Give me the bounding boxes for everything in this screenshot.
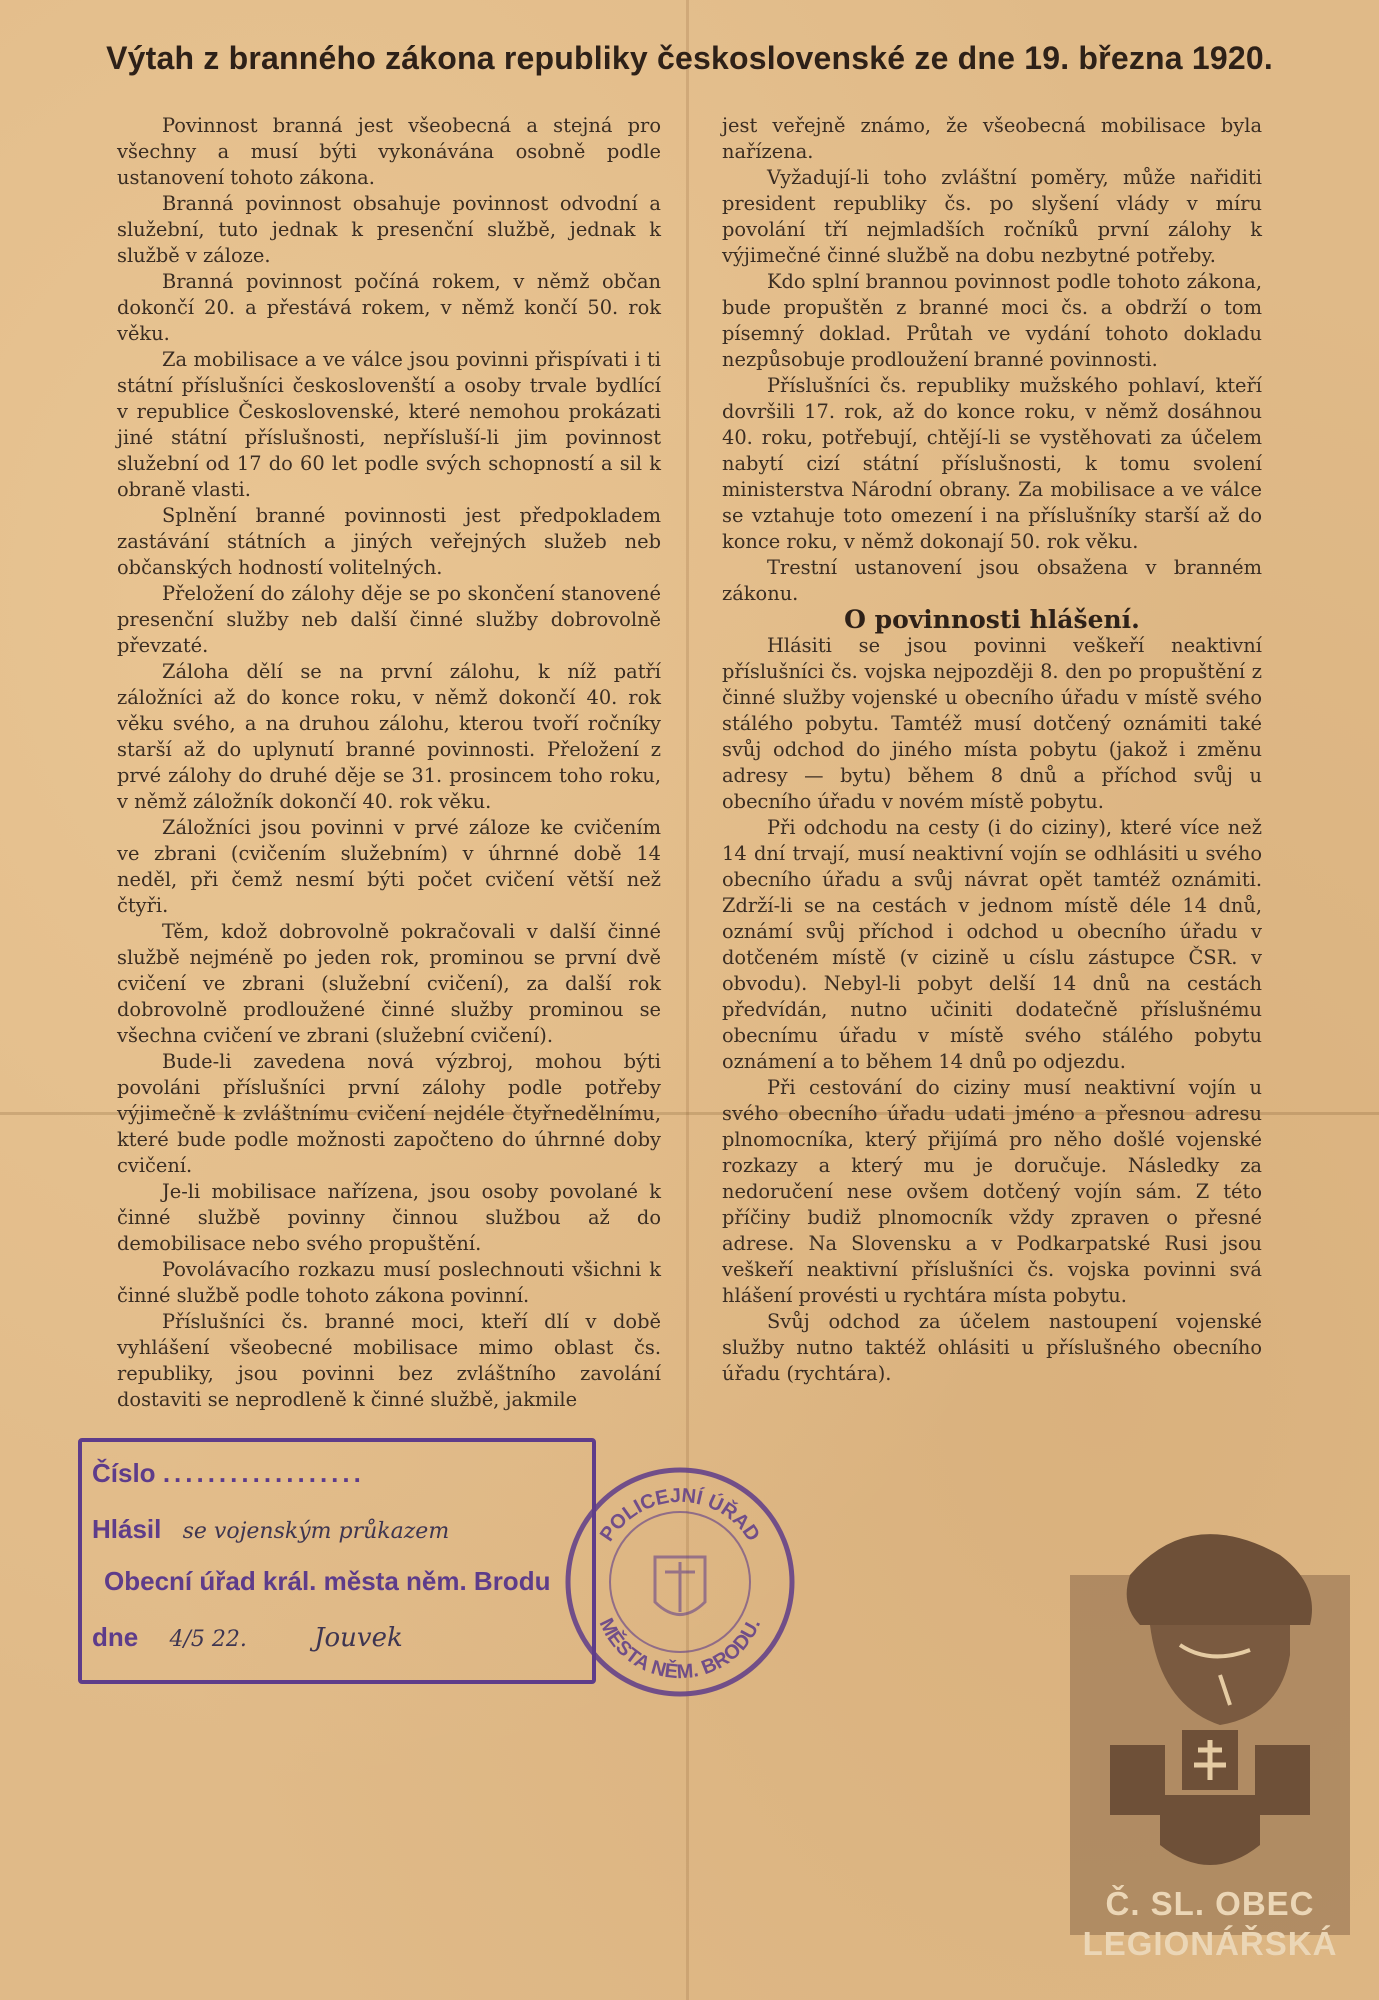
paragraph: Povolávacího rozkazu musí poslechnouti všichni k činné službě podle tohoto zákona povinní. [117,1258,661,1307]
paragraph: Při cestování do ciziny musí neaktivní vojín u svého obecního úřadu udati jméno a přesnou adresu plnomocníka, který přijímá pro něho došlé vojenské rozkazy a který mu je doručuje. Následky za nedoručení nese ovšem dotčený vojín sám. Z této příčiny budiž plnomocník vždy zpraven o přesné adrese. Na Slovensku a v Podkarpatské Rusi jsou veškeří neaktivní příslušníci čs. vojska povinni svá hlášení provésti u rychtára místa pobytu. [722,1076,1262,1307]
seal-text-bottom: MĚSTA NĚM. BRODU. [594,1614,766,1684]
stamp-office: Obecní úřad král. města něm. Brodu [104,1566,551,1596]
paragraph: Při odchodu na cesty (i do ciziny), které více než 14 dní trvají, musí neaktivní vojín se odhlásiti u svého obecního úřadu a svůj návrat opět tamtéž oznámiti. Zdrží-li se na cestách v jednom místě déle 14 dnů, oznámí svůj příchod i odchod u obecního úřadu v dotčeném místě (v cizině u císlu zástupce ČSR. v obvodu). Nebyl-li pobyt delší 14 dnů na cestách předvídán, nutno učiniti dodatečně příslušnému obecnímu úřadu v místě svého stálého pobytu oznámení a to během 14 dnů po odjezdu. [722,816,1262,1073]
paragraph: Kdo splní brannou povinnost podle tohoto zákona, bude propuštěn z branné moci čs. a obdrží o tom písemný doklad. Průtah ve vydání tohoto dokladu nezpůsobuje prodloužení branné povinnosti. [722,270,1262,371]
left-column [117,113,661,1413]
svg-text:POLICEJNÍ ÚŘAD [596,1485,764,1546]
logo-text-line2: LEGIONÁŘSKÁ [1082,1925,1338,1962]
paragraph: Záložníci jsou povinni v prvé záloze ke cvičením ve zbrani (cvičením služebním) v úhrnné době 14 neděl, při čemž nesmí býti počet cvičení větší než čtyři. [117,816,661,917]
paragraph: Branná povinnost obsahuje povinnost odvodní a služební, tuto jednak k presenční službě, jednak k službě v záloze. [117,192,661,267]
paragraph: Přeložení do zálohy děje se po skončení stanovené presenční služby neb další činné služby dobrovolně převzaté. [117,582,661,657]
paragraph: Příslušníci čs. branné moci, kteří dlí v době vyhlášení všeobecné mobilisace mimo oblast čs. republiky, jsou povinni bez zvláštního zavolání dostaviti se neprodleně k činné službě, jakmile [117,1310,661,1411]
paragraph: Trestní ustanovení jsou obsažena v branném zákonu. [722,556,1262,605]
paragraph: jest veřejně známo, že všeobecná mobilisace byla nařízena. [722,114,1262,163]
stamp-reported-handwriting: se vojenským průkazem [182,1519,450,1544]
svg-text:MĚSTA NĚM. BRODU. [595,1615,766,1683]
stamp-signature: Jouvek [314,1623,403,1653]
paragraph: Záloha dělí se na první zálohu, k níž patří záložníci až do konce roku, v němž dokončí 40. rok věku svého, a na druhou zálohu, kterou tvoří ročníky starší až do uplynutí branné povinnosti. Přeložení z prvé zálohy do druhé děje se 31. prosincem toho roku, v němž záložník dokončí 40. rok věku. [117,660,661,813]
paragraph: Povinnost branná jest všeobecná a stejná pro všechny a musí býti vykonávána osobně podle ustanovení tohoto zákona. [117,114,661,189]
paragraph: Těm, kdož dobrovolně pokračovali v další činné službě nejméně po jeden rok, prominou se první dvě cvičení ve zbrani (služební cvičení), za další rok dobrovolně prodloužené činné služby prominou se všechna cvičení ve zbrani (služební cvičení). [117,920,661,1047]
seal-text-top: POLICEJNÍ ÚŘAD [595,1484,764,1546]
document-title: Výtah z branného zákona republiky československé ze dne 19. března 1920. [106,40,1273,76]
paragraph: Hlásiti se jsou povinni veškeří neaktivní příslušníci čs. vojska nejpozději 8. den po propuštění z činné služby vojenské u obecního úřadu v místě svého stálého pobytu. Tamtéž musí dotčený oznámiti také svůj odchod do jiného místa pobytu (jakož i změnu adresy — bytu) během 8 dnů a příchod svůj u obecního úřadu v novém místě pobytu. [722,634,1262,813]
stamp-reported-row [92,1514,449,1545]
registration-stamp [78,1438,596,1684]
legion-logo [1070,1515,1350,1935]
paragraph: Branná povinnost počíná rokem, v němž občan dokončí 20. a přestává rokem, v němž končí 50. rok věku. [117,270,661,345]
paragraph: Vyžadují-li toho zvláštní poměry, může nařiditi president republiky čs. po slyšení vlády v míru povolání tří nejmladších ročníků první zálohy k výjimečné činné službě na dobu nezbytné potřeby. [722,166,1262,267]
stamp-office-row [104,1566,550,1597]
paragraph: Bude-li zavedena nová výzbroj, mohou býti povoláni příslušníci první zálohy podle potřeby výjimečně k zvláštnímu cvičení nejdéle čtyřnedělnímu, které bude podle možnosti započteno do úhrnné doby cvičení. [117,1050,661,1177]
stamp-dots: .................. [162,1458,365,1488]
paragraph: Příslušníci čs. republiky mužského pohlaví, kteří dovršili 17. rok, až do konce roku, v němž dosáhnou 40. roku, potřebují, chtějí-li se vystěhovati za účelem nabytí cizí státní příslušnosti, k tomu svolení ministerstva Národní obrany. Za mobilisace a ve válce se vztahuje toto omezení i na příslušníky starší až do konce roku, v němž dokonají 50. rok věku. [722,374,1262,553]
paragraph: Za mobilisace a ve válce jsou povinni přispívati i ti státní příslušníci českoslovenští a osoby trvale bydlící v republice Československé, které nemohou prokázati jiné státní příslušnosti, nepřísluší-li jim povinnost služební od 17 do 60 let podle svých schopností a sil k obraně vlasti. [117,348,661,501]
paragraph: Je-li mobilisace nařízena, jsou osoby povolané k činné službě povinny činnou službou až do demobilisace nebo svého propuštění. [117,1180,661,1255]
stamp-label-reported: Hlásil [92,1514,162,1544]
coat-of-arms-icon [655,1557,705,1615]
stamp-date-row [92,1622,403,1653]
paragraph: Splnění branné povinnosti jest předpokladem zastávání státních a jiných veřejných služeb neb občanských hodností volitelných. [117,504,661,579]
section-heading: O povinnosti hlášení. [844,605,1140,634]
right-column [722,113,1262,1387]
police-seal [560,1462,800,1702]
stamp-label-number: Číslo [92,1458,156,1488]
stamp-date-handwriting: 4/5 22. [169,1627,247,1652]
stamp-number-row [92,1458,365,1489]
paragraph: Svůj odchod za účelem nastoupení vojenské služby nutno taktéž ohlásiti u příslušného obecního úřadu (rychtára). [722,1310,1262,1385]
stamp-label-date: dne [92,1622,139,1652]
logo-text-line1: Č. SL. OBEC [1105,1885,1315,1922]
